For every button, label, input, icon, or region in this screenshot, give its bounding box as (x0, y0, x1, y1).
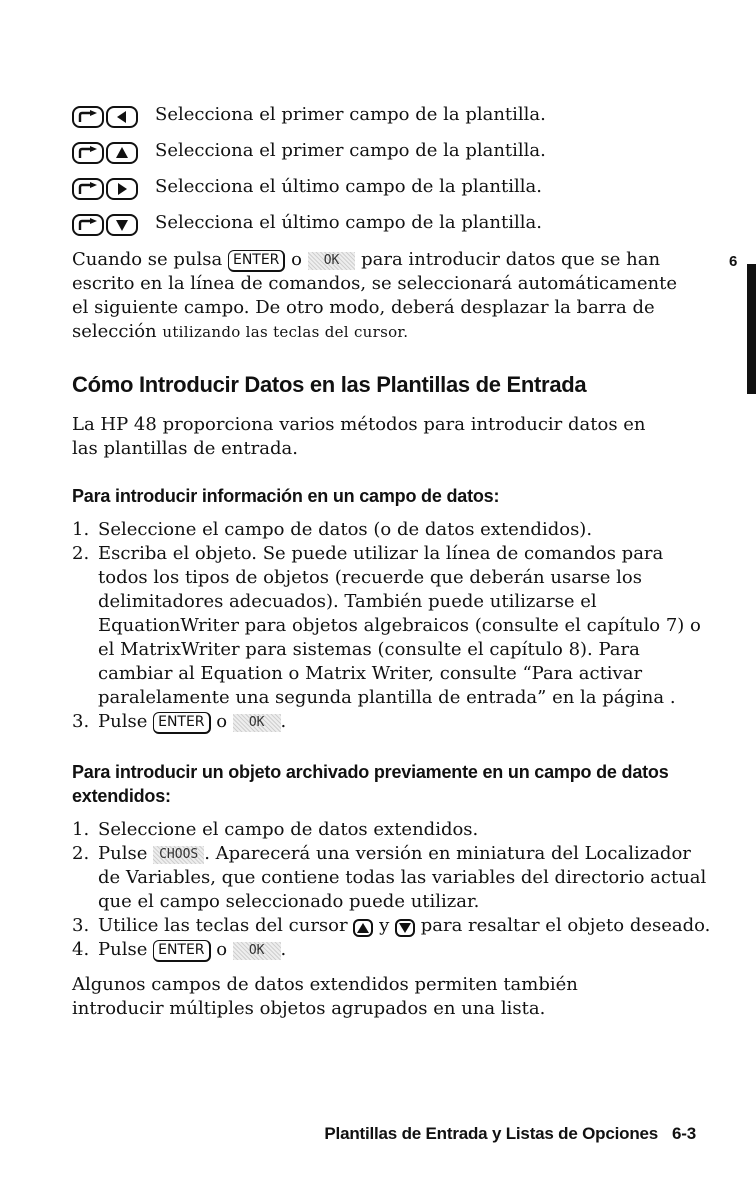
key-row-4 (72, 211, 712, 239)
step-text: y (379, 915, 390, 936)
intro-or: o (291, 249, 302, 270)
page-number: 6-3 (672, 1124, 696, 1143)
list-item (72, 518, 712, 542)
subsection-title-1: Para introducir información en un campo de datos: (72, 486, 500, 506)
right-shift-key-icon (72, 214, 104, 236)
ok-softkey: OK (308, 252, 356, 270)
key-row-description: Selecciona el primer campo de la plantilla. (155, 140, 546, 161)
chapter-tab-number: 6 (729, 253, 738, 270)
list-item (72, 710, 712, 734)
right-arrow-key-icon (106, 178, 138, 200)
step-number: 3. (72, 915, 90, 936)
enter-key-icon: ENTER (228, 250, 285, 272)
key-sequence (72, 178, 138, 200)
step-or: o (216, 711, 228, 732)
closing-paragraph: Algunos campos de datos extendidos permiten también introducir múltiples objetos agrupados en una lista. (72, 974, 578, 1019)
step-text: Pulse (98, 939, 148, 960)
step-end: . (280, 939, 287, 960)
intro-text: Cuando se pulsa (72, 249, 223, 270)
section-title: Cómo Introducir Datos en las Plantillas de Entrada (72, 372, 587, 397)
up-arrow-key-icon (353, 919, 373, 937)
key-sequence (72, 106, 138, 128)
key-row-3 (72, 175, 712, 203)
right-shift-key-icon (72, 106, 104, 128)
right-shift-key-icon (72, 142, 104, 164)
enter-key-icon: ENTER (153, 712, 210, 734)
step-text: Seleccione el campo de datos (o de datos extendidos). (98, 519, 593, 540)
step-number: 2. (72, 843, 90, 864)
list-item (72, 842, 712, 914)
step-number: 1. (72, 819, 90, 840)
section-intro: La HP 48 proporciona varios métodos para introducir datos en las plantillas de entrada. (72, 414, 646, 459)
list-item (72, 818, 712, 842)
step-number: 4. (72, 939, 90, 960)
list-item (72, 542, 712, 710)
step-text: Escriba el objeto. Se puede utilizar la línea de comandos para todos los tipos de objetos (recuerde que deberán usarse los delimitadores adecuados). También puede utilizarse el EquationWriter para objetos algebraicos (consulte el capítulo 7) o el MatrixWriter para sistemas (consulte el capítulo 8). Para cambiar al Equation o Matrix Writer, consulte “Para activar paralelamente una segunda plantilla de entrada” en la página . (98, 543, 701, 708)
key-row-1 (72, 103, 712, 131)
left-arrow-key-icon (106, 106, 138, 128)
chapter-tab (729, 250, 756, 394)
enter-key-icon: ENTER (153, 940, 210, 962)
step-text: . Aparecerá una versión en miniatura del Localizador de Variables, que contiene todas las variables del directorio actual que el campo seleccionado puede utilizar. (98, 843, 707, 912)
page-footer (324, 1124, 696, 1144)
step-text: Pulse (98, 711, 148, 732)
key-sequence (72, 142, 138, 164)
ok-softkey: OK (233, 714, 281, 732)
intro-paragraph (72, 248, 692, 344)
choos-softkey: CHOOS (153, 846, 204, 864)
step-end: . (280, 711, 287, 732)
subsection-title-2: Para introducir un objeto archivado previamente en un campo de datos extendidos: (72, 762, 669, 806)
down-arrow-key-icon (395, 919, 415, 937)
key-sequence (72, 214, 138, 236)
chapter-tab-bar (747, 264, 756, 394)
steps-list-2 (72, 818, 712, 962)
step-text: Utilice las teclas del cursor (98, 915, 348, 936)
step-number: 3. (72, 711, 90, 732)
step-or: o (216, 939, 228, 960)
step-text: para resaltar el objeto deseado. (420, 915, 711, 936)
step-number: 1. (72, 519, 90, 540)
key-row-description: Selecciona el último campo de la plantilla. (155, 212, 542, 233)
up-arrow-key-icon (106, 142, 138, 164)
down-arrow-key-icon (106, 214, 138, 236)
footer-title: Plantillas de Entrada y Listas de Opciones (324, 1124, 659, 1143)
key-row-description: Selecciona el primer campo de la plantilla. (155, 104, 546, 125)
intro-text: para introducir datos que se han escrito en la línea de comandos, se seleccionará automáticamente el siguiente campo. De otro modo, deberá desplazar la barra de selección (72, 249, 678, 342)
right-shift-key-icon (72, 178, 104, 200)
intro-text-small: utilizando las teclas del cursor. (162, 323, 409, 341)
key-row-description: Selecciona el último campo de la plantilla. (155, 176, 542, 197)
list-item (72, 938, 712, 962)
step-number: 2. (72, 543, 90, 564)
list-item (72, 914, 712, 938)
ok-softkey: OK (233, 942, 281, 960)
steps-list-1 (72, 518, 712, 734)
key-row-2 (72, 139, 712, 167)
step-text: Pulse (98, 843, 148, 864)
step-text: Seleccione el campo de datos extendidos. (98, 819, 479, 840)
